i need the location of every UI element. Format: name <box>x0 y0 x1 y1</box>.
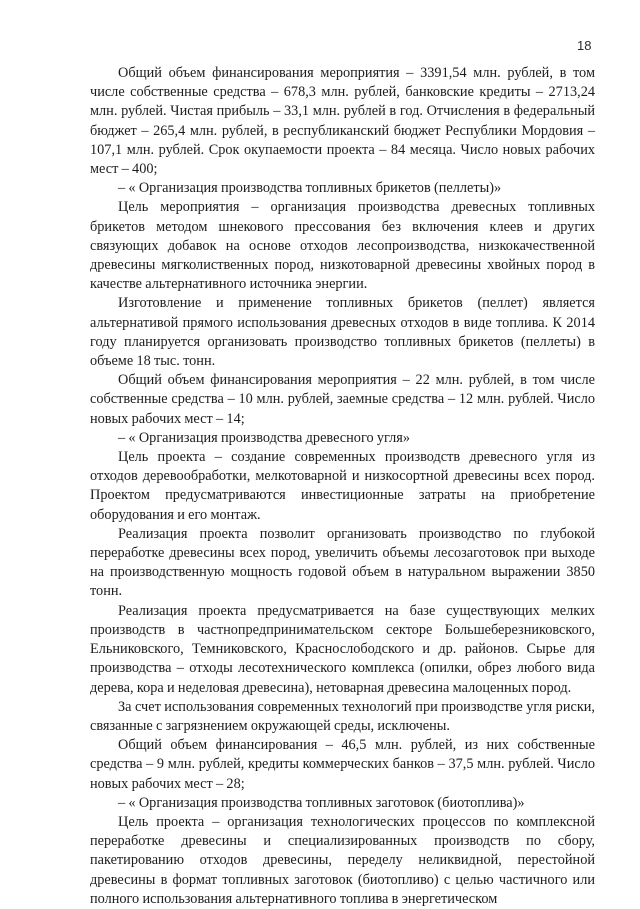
section-heading-fuel-briquettes: – « Организация производства топливных брикетов (пеллеты)» <box>118 180 502 197</box>
paragraph-charcoal-base: Реализация проекта предусматривается на базе существующих мелких производств в частнопредпринимательском секторе Большеберезниковского, Ельниковского, Темниковского, Краснослободского и др. районов. Сырье для производства – отходы лесотехнического комплекса (опилки, обрез любого вида дерева, кора и неделовая древесина), нетоварная древесина малоценных пород. <box>90 602 595 696</box>
paragraph-charcoal-risks: За счет использования современных технологий при производстве угля риски, связанные с загрязнением окружающей среды, исключены. <box>90 698 595 734</box>
section-heading-charcoal: – « Организация производства древесного угля» <box>118 429 411 446</box>
paragraph-pellet-financing-intro: Общий объем финансирования мероприятия – 3391,54 млн. рублей, в том числе собственные средства – 678,3 млн. рублей, банковские кредиты – 2713,24 млн. рублей. Чистая прибыль – 33,1 млн. рублей в год. Отчисления в федеральный бюджет – 265,4 млн. рублей, в республиканский бюджет Республики Мордовия – 107,1 млн. рублей. Срок окупаемости проекта – 84 месяца. Число новых рабочих мест – 400; <box>90 65 595 178</box>
paragraph-briquettes-use: Изготовление и применение топливных брикетов (пеллет) является альтернативой прямого использования древесных отходов в виде топлива. К 2014 году планируется организовать производство топливных брикетов (пеллеты) в объеме 18 тыс. тонн. <box>90 295 595 370</box>
paragraph-charcoal-implementation: Реализация проекта позволит организовать производство по глубокой переработке древесины всех пород, увеличить объемы лесозаготовок при выходе на производственную мощность годовой объем в натуральном выражении 3850 тонн. <box>90 525 595 600</box>
paragraph-briquettes-goal: Цель мероприятия – организация производства древесных топливных брикетов методом шнекового прессования без включения клеев и других связующих добавок на основе отходов лесопроизводства, низкокачественной древесины мягколиственных пород, низкотоварной древесины хвойных пород в качестве альтернативного источника энергии. <box>90 199 595 293</box>
paragraph-charcoal-financing: Общий объем финансирования – 46,5 млн. рублей, из них собственные средства – 9 млн. рублей, кредиты коммерческих банков – 37,5 млн. рублей. Число новых рабочих мест – 28; <box>90 737 595 792</box>
body-text <box>90 64 595 909</box>
paragraph-briquettes-financing: Общий объем финансирования мероприятия – 22 млн. рублей, в том числе собственные средства – 10 млн. рублей, заемные средства – 12 млн. рублей. Число новых рабочих мест – 14; <box>90 372 595 427</box>
paragraph-charcoal-goal: Цель проекта – создание современных производств древесного угля из отходов деревообработки, мелкотоварной и низкосортной древесины всех пород. Проектом предусматриваются инвестиционные затраты на приобретение оборудования и его монтаж. <box>90 449 595 523</box>
paragraph-biofuel-goal: Цель проекта – организация технологических процессов по комплексной переработке древесины и специализированных производств по сбору, пакетированию отходов древесины, переделу неликвидной, перестойной древесины в формат топливных заготовок (биотопливо) с целью частичного или полного использования альтернативного топлива в энергетическом <box>90 813 595 907</box>
section-heading-biofuel: – « Организация производства топливных заготовок (биотоплива)» <box>118 794 525 811</box>
page-number: 18 <box>577 38 592 53</box>
